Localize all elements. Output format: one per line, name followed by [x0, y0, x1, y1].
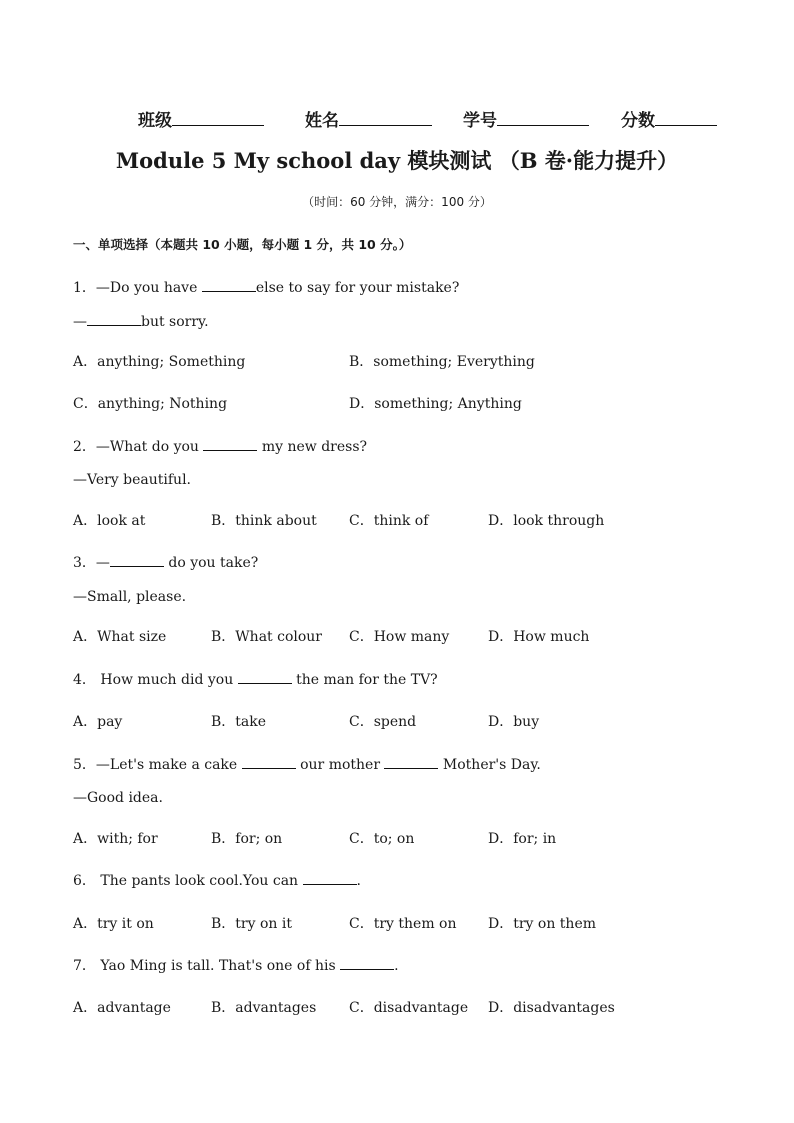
question-7-stem: 7． Yao Ming is tall. That's one of his .: [73, 958, 399, 974]
question-2-option-c[interactable]: C．think of: [349, 513, 429, 529]
question-7-option-a[interactable]: A．advantage: [73, 1000, 171, 1016]
class-field: [138, 106, 264, 131]
question-5-option-d[interactable]: D．for; in: [488, 831, 557, 847]
answer-blank[interactable]: [87, 313, 141, 326]
question-2-option-a[interactable]: A．look at: [73, 513, 146, 529]
question-3-option-b[interactable]: B．What colour: [211, 629, 323, 645]
answer-blank[interactable]: [238, 671, 292, 684]
question-5-option-b[interactable]: B．for; on: [211, 831, 283, 847]
student-id-blank[interactable]: [497, 111, 589, 126]
answer-blank[interactable]: [303, 872, 357, 885]
section-heading: 一、单项选择（本题共 10 小题，每小题 1 分，共 10 分。）: [73, 237, 412, 252]
question-3-option-c[interactable]: C．How many: [349, 629, 450, 645]
answer-blank[interactable]: [203, 438, 257, 451]
question-6-option-a[interactable]: A．try it on: [73, 916, 154, 932]
question-4-option-a[interactable]: A．pay: [73, 714, 123, 730]
question-7-option-d[interactable]: D．disadvantages: [488, 1000, 615, 1016]
question-4-option-b[interactable]: B．take: [211, 714, 267, 730]
score-blank[interactable]: [655, 111, 717, 126]
class-blank[interactable]: [172, 111, 264, 126]
question-1-option-a[interactable]: A．anything; Something: [73, 354, 246, 370]
score-field: [621, 106, 717, 131]
name-label: 姓名: [305, 111, 339, 131]
question-5-stem: 5．—Let's make a cake our mother Mother's Day.: [73, 757, 541, 773]
question-6-option-c[interactable]: C．try them on: [349, 916, 457, 932]
question-3-reply: —Small, please.: [73, 589, 187, 605]
question-2-stem: 2．—What do you my new dress?: [73, 439, 368, 455]
question-4-stem: 4． How much did you the man for the TV?: [73, 672, 438, 688]
question-1-option-c[interactable]: C．anything; Nothing: [73, 396, 228, 412]
question-7-option-b[interactable]: B．advantages: [211, 1000, 317, 1016]
answer-blank[interactable]: [384, 756, 438, 769]
question-6-stem: 6． The pants look cool.You can .: [73, 873, 361, 889]
answer-blank[interactable]: [242, 756, 296, 769]
question-7-option-c[interactable]: C．disadvantage: [349, 1000, 469, 1016]
answer-blank[interactable]: [340, 957, 394, 970]
answer-blank[interactable]: [202, 279, 256, 292]
question-1-option-b[interactable]: B．something; Everything: [349, 354, 535, 370]
answer-blank[interactable]: [110, 554, 164, 567]
question-4-option-d[interactable]: D．buy: [488, 714, 540, 730]
question-3-stem: 3．— do you take?: [73, 555, 259, 571]
exam-info: （时间：60 分钟，满分：100 分）: [302, 195, 492, 209]
question-3-option-d[interactable]: D．How much: [488, 629, 590, 645]
question-2-option-b[interactable]: B．think about: [211, 513, 317, 529]
student-id-label: 学号: [463, 111, 497, 131]
question-6-option-d[interactable]: D．try on them: [488, 916, 597, 932]
name-blank[interactable]: [339, 111, 432, 126]
name-field: [305, 106, 432, 131]
question-2-reply: —Very beautiful.: [73, 472, 192, 488]
question-6-option-b[interactable]: B．try on it: [211, 916, 292, 932]
page-title: Module 5 My school day 模块测试 （B 卷·能力提升）: [115, 148, 679, 173]
question-5-reply: —Good idea.: [73, 790, 163, 806]
question-4-option-c[interactable]: C．spend: [349, 714, 417, 730]
question-3-option-a[interactable]: A．What size: [73, 629, 167, 645]
question-2-option-d[interactable]: D．look through: [488, 513, 605, 529]
question-5-option-a[interactable]: A．with; for: [73, 831, 158, 847]
question-1-reply: — but sorry.: [73, 314, 209, 330]
student-id-field: [463, 106, 589, 131]
question-1-option-d[interactable]: D．something; Anything: [349, 396, 522, 412]
question-1-stem: 1．—Do you have else to say for your mistake?: [73, 280, 460, 296]
class-label: 班级: [138, 111, 172, 131]
question-5-option-c[interactable]: C．to; on: [349, 831, 415, 847]
score-label: 分数: [621, 111, 655, 131]
